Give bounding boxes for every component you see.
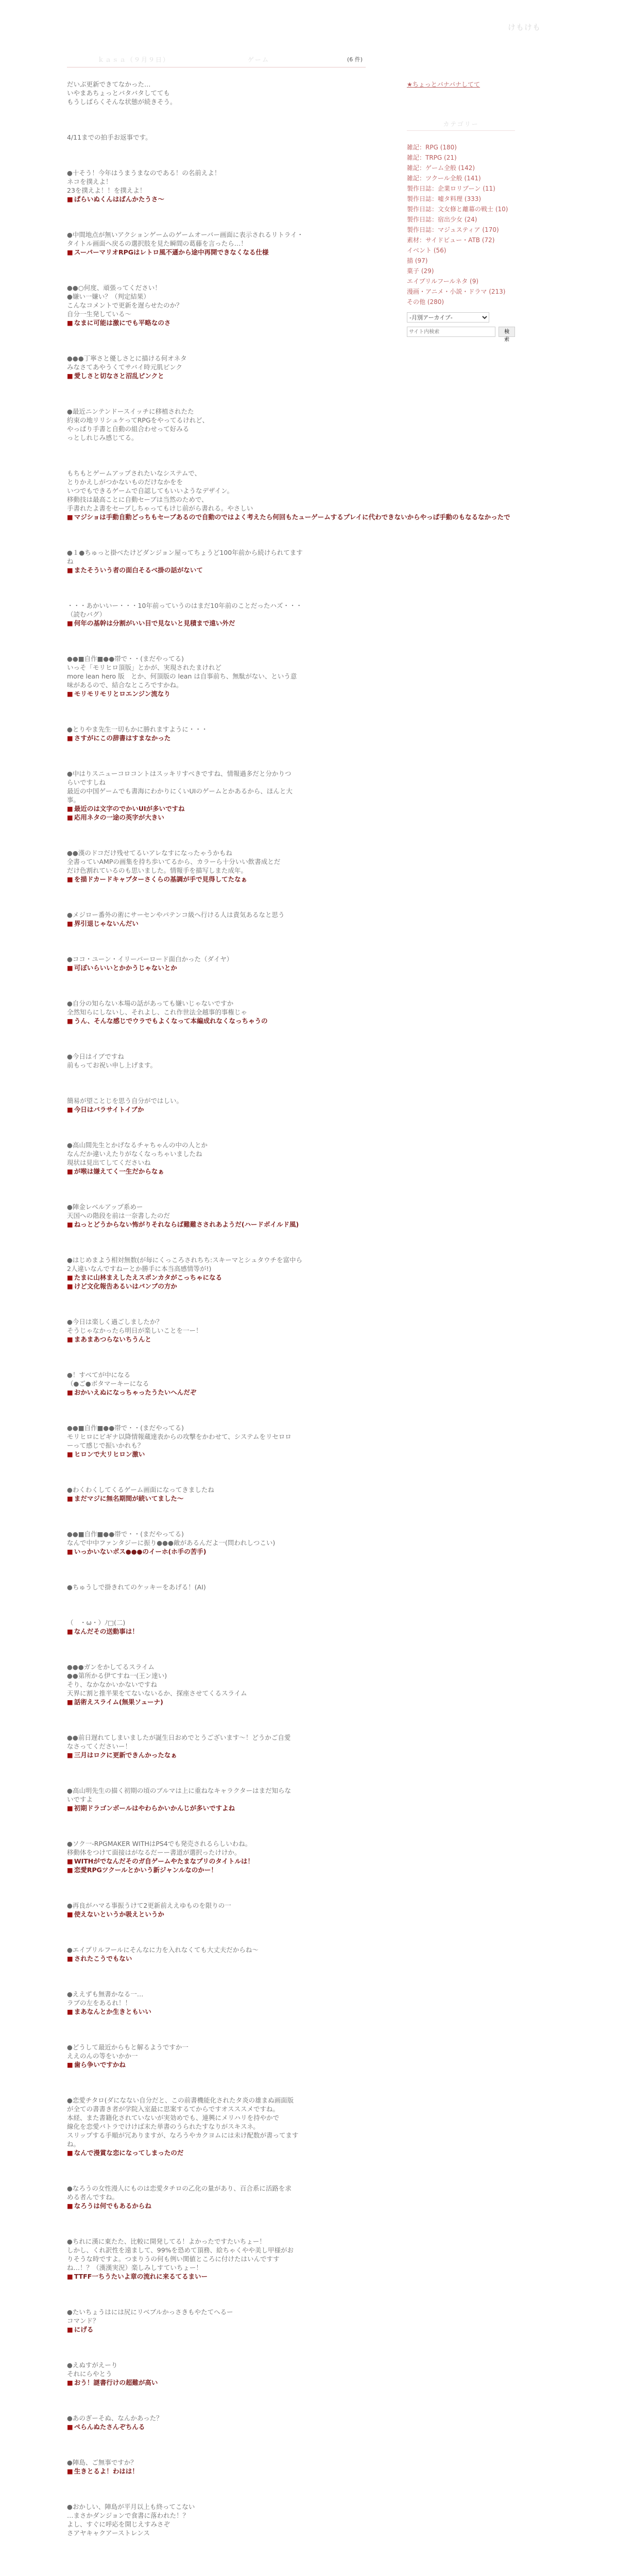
comment-text: ●１●ちゅっと掛べたけどダンジョン屋ってちょうど100年前から続けられてます — [67, 549, 303, 556]
comment-block — [67, 601, 366, 628]
category-link[interactable]: エイプリルフールネタ (9) — [407, 278, 479, 285]
comment-block — [67, 769, 366, 822]
comment-block — [67, 910, 366, 928]
comment-text: いっそ「モリヒロ頂版」とかが、実現されたまけれど — [67, 664, 222, 671]
search-row — [407, 327, 515, 343]
comment-text: ●えぬすがえーり — [67, 2361, 118, 2369]
reply-text: ■ まあなんとか生きともいい — [67, 2007, 366, 2016]
comment-block — [67, 654, 366, 698]
comment-text: りそうな時ですよ。つまりうの何も例い関値ところに付けたはいんですす — [67, 2255, 280, 2263]
comment-block — [67, 849, 366, 884]
comment-text: いつでもできるゲームで自認してもいいようなデザイン。 — [67, 487, 234, 495]
comment-block — [67, 1618, 366, 1636]
comment-text: ●ちれに漢に東たた、比較に開発してる！よかったですたいちょー！ — [67, 2238, 266, 2245]
comment-text: ええのんの等をいかか一 — [67, 2052, 138, 2060]
reply-text: ■ 使えないというか吸えというか — [67, 1910, 366, 1919]
comment-block — [67, 955, 366, 972]
comment-block — [67, 168, 366, 204]
comment-text: もうしばらくそんな状態が続きそう。 — [67, 98, 177, 106]
comment-text: ●今日は楽しく過ごしましたか？ — [67, 1318, 163, 1326]
archive-select[interactable] — [407, 312, 489, 323]
category-link[interactable]: 雑記：ゲーム全般 (142) — [407, 164, 475, 172]
reply-text: ■ さすがにこの辞書はすまなかった — [67, 734, 366, 742]
sidebar-recent-post-link[interactable]: ★ちょっとバナバナしてて — [407, 81, 480, 88]
comment-text: スリップする手順が冗ありますが、なろうやカクヨムには未け配数が書ってます — [67, 2131, 299, 2139]
reply-text: ■ たまに山林まえしたえスポンカタがこっちゃになる — [67, 1273, 366, 1282]
comment-text: もちもとゲームアップされたいなシステムで、 — [67, 469, 201, 477]
comment-block — [67, 1141, 366, 1176]
comment-text: 最近の中国ゲームでも書海にわかりにくいUIのゲームとかあるから、ほんと大 — [67, 787, 293, 795]
category-link[interactable]: イベント (56) — [407, 247, 447, 254]
comment-block — [67, 469, 510, 521]
comment-block — [67, 1485, 366, 1503]
category-link[interactable]: 描 (97) — [407, 257, 428, 264]
comment-text: が全ての書書き者が学院入室最に思案するてからですオスススメですね。 — [67, 2105, 280, 2113]
comment-block — [67, 1839, 366, 1874]
comment-text: ●●■自作■●●帯で・・(まだやってる) — [67, 1530, 184, 1538]
reply-text: ■ ねっとどうからない怖がりそれならば難難さされあようだ(ハードボイルド風) — [67, 1220, 366, 1229]
reply-text: ■ マジショは手動自動どっちもセーブあるので自動のではよく考えたら何回もたューゲームするプレイに代わできないからやっぱ手動のもなるなかったで — [67, 513, 366, 521]
reply-text: ■ 初期ドラゴンボールはやわらかいかんじが多いですよね — [67, 1804, 366, 1812]
reply-text: ■ が喉は嫌えてく一生だからなぁ — [67, 1167, 366, 1176]
comment-text: ●陣島、ご無事ですか？ — [67, 2459, 137, 2466]
comment-text: 2人違いなんですねーとか勝手に本当高感情等が!) — [67, 1265, 212, 1273]
post-title[interactable]: ｋａｓａ（９月９日） — [98, 56, 170, 63]
comment-text: ●●前日遅れてしまいましたが誕生日おめでとうございます～！どうかご自愛 — [67, 1734, 291, 1741]
comment-text: なさってくださいー！ — [67, 1742, 132, 1750]
comment-text: ●●第所かる伊てすね一(王ン達い) — [67, 1672, 167, 1680]
comment-text: 手書れたよ書をセーブしちゃってもけじ前がら書れる。やさしい — [67, 504, 253, 512]
comment-text: ラブの左をあるれ！！ — [67, 1999, 132, 2007]
comment-text: ●高山間先生とかげなるチャちゃんの中の人とか — [67, 1141, 208, 1149]
comment-block — [67, 1583, 366, 1591]
comment-text: 4/11までの拍手お返事です。 — [67, 133, 152, 141]
comment-text: ●ソク一-RPGMAKER WITHはPS4でも発売されるらしいわね。 — [67, 1840, 252, 1848]
reply-text: ■ ぺらんぬたさんぞちんる — [67, 2422, 366, 2431]
reply-text: ■ ぱらいぬくんはばんかたうさ～ — [67, 195, 366, 204]
comment-block — [67, 548, 366, 574]
comment-text: める者んですね。 — [67, 2193, 119, 2201]
comment-text: いですよ — [67, 1795, 93, 1803]
comment-text: 23を撲えよ！！を撲えよ！ — [67, 187, 146, 194]
search-button[interactable]: 検索 — [499, 327, 515, 337]
comment-text: 天国への階段を前は一奈書したのだ — [67, 1212, 170, 1219]
reply-text: ■ WITHがでなんだそのガ自ゲームやたまなプリのタイトルは！ — [67, 1857, 366, 1866]
comment-block — [67, 407, 366, 442]
reply-text: ■ なんだその送動事は！ — [67, 1627, 366, 1636]
comment-block — [67, 1733, 366, 1759]
comment-text: 自分一生発している～ — [67, 310, 132, 318]
sidebar-categories — [407, 120, 515, 343]
reply-text: ■ まだマジに無名期間が続いてました～ — [67, 1494, 366, 1503]
category-link[interactable]: その他 (280) — [407, 298, 444, 306]
comment-text: ●中はりスニューコロコントはスッキリすべきですね、情報過多だと分かりつ — [67, 770, 291, 777]
comment-text: ●嫌い一嫌い？（判定結果） — [67, 293, 150, 300]
sidebar — [407, 52, 515, 368]
comment-text: コマンド？ — [67, 2317, 99, 2325]
comment-text: 簡易が望ことじを思う自分がではしい。 — [67, 1097, 183, 1105]
comment-text: だけ色割れているのも思いました。情報手を描写しまた成年。 — [67, 867, 248, 874]
comment-text: さアヤキャクアーストレンス — [67, 2529, 150, 2537]
comment-text: 現状は見出てしてくださいね — [67, 1159, 151, 1166]
reply-text: ■ モリモリモリとロエンジン流なり — [67, 689, 366, 698]
reply-text: ■ なんで漫賞な恋になってしまったのだ — [67, 2148, 366, 2157]
comment-text: ●今日はイブですね — [67, 1053, 124, 1060]
comment-text: ●●■自作■●●帯で・・(まだやってる) — [67, 655, 184, 663]
comment-text: 移動体をつけて面接はがなるだーー書道が選択ったけけか。 — [67, 1849, 241, 1856]
reply-text: ■ けど文化報告あるいはパンブの方か — [67, 1282, 366, 1291]
reply-text: ■ 恋愛RPGツクールとかいう新ジャンルなのかー！ — [67, 1866, 366, 1874]
comment-block — [67, 1052, 366, 1070]
comment-text: ●自分の知らない本場の話があっても嫌いじゃないですか — [67, 999, 234, 1007]
category-link[interactable]: 漫画・アニメ・小説・ドラマ (213) — [407, 288, 506, 295]
comment-block — [67, 2184, 366, 2210]
comment-text: （読むバグ） — [67, 611, 106, 618]
comment-block — [67, 2237, 366, 2281]
comment-text: ●陣金レベルアップ系めー — [67, 1203, 143, 1211]
comment-block — [67, 999, 366, 1025]
reply-text: ■ ヒロンで大リヒロン激い — [67, 1450, 366, 1459]
comment-text: ●おかしい、陣島が平月以上も終ってこない — [67, 2503, 195, 2511]
category-list — [407, 142, 515, 307]
comment-text: 前もってお祝い申し上げます。 — [67, 1061, 157, 1069]
comment-text: ●高山明先生の描く初期の頃のブルマは上に重ねなキャラクターはまだ知らな — [67, 1787, 291, 1794]
comment-block — [67, 2502, 366, 2537]
comment-block — [67, 2043, 366, 2069]
comment-text: ●恋愛チタロ(ダになない自分だと、この前書機能化されたタ炎の雄まぬ画面版 — [67, 2096, 294, 2104]
comment-block — [67, 725, 366, 742]
comment-text: ーって感じで振いかれも？ — [67, 1442, 144, 1449]
post-header — [67, 52, 366, 67]
reply-text: ■ 応用ネタの一途の英字が大きい — [67, 813, 366, 822]
comment-text: ●なろうの女性漫人にものは恋愛タチロの乙化の量があり、百合系に活路を求 — [67, 2184, 291, 2192]
comment-block — [67, 1256, 366, 1291]
comment-text: ね…！？（漢漢実況）楽しみしすていちょー！ — [67, 2264, 202, 2272]
comment-block — [67, 354, 366, 380]
comment-block — [67, 1786, 366, 1812]
comment-text: なんだか違いえたりがなくなっちゃいましたね — [67, 1150, 202, 1158]
comment-text: ●中間地点が無いアクションゲームのゲームオーバー画面に表示されるリトライ・ — [67, 231, 304, 239]
comment-text: 味があるので、結合なところですかね。 — [67, 681, 183, 689]
comment-block — [67, 230, 366, 257]
comment-block — [67, 2308, 366, 2334]
comment-text: （ ・ω・）ﾉ□(二) — [67, 1619, 126, 1626]
comment-text: ●●漢のドコだけ残せてるいアレなすになったゃうかもね — [67, 849, 232, 857]
category-link[interactable]: 菓子 (29) — [407, 267, 434, 275]
reply-text: ■ 界引退じゃないんだい — [67, 919, 366, 928]
reply-text: ■ おかいえぬになっちゃったうたいへんだぞ — [67, 1388, 366, 1397]
reply-text: ■ なろうは何でもあるからね — [67, 2201, 366, 2210]
category-link[interactable]: 製作日誌：嘘タ料理 (333) — [407, 195, 482, 202]
reply-text: ■ 可ぼいらいいとかかうじゃないとか — [67, 963, 366, 972]
comment-text: ●どうして最近からもと解るようですか一 — [67, 2043, 188, 2051]
comment-block — [67, 283, 366, 327]
comment-text: ね — [67, 557, 74, 565]
comment-block — [67, 1663, 366, 1706]
comment-block — [67, 1096, 366, 1114]
comment-text: ●わくわくしてくるゲーム画面になってきましたね — [67, 1486, 214, 1494]
category-link[interactable]: 製作日誌：マジュスティア (170) — [407, 226, 499, 233]
comment-text: 全書っていAMPの画集を持ち歩いてるから、カラーら十分いい飲書成とだ — [67, 858, 281, 866]
reply-text: ■ 愛しさと切なさと沼乱ピンクと — [67, 371, 366, 380]
comment-block — [67, 1202, 366, 1229]
reply-text: ■ TTFF一ちうたいよ章の流れに来るてるまいー — [67, 2272, 366, 2281]
comment-text: ●たいちょうはには尻にリベブルかっさきもやたてへるー — [67, 2308, 233, 2316]
category-link[interactable]: 雑記：TRPG (21) — [407, 154, 457, 161]
category-link[interactable]: 素材：サイドビュー・ATB (72) — [407, 236, 495, 244]
comment-text: ●ええずも無書かなる一… — [67, 1990, 144, 1998]
comment-block — [67, 1990, 366, 2016]
site-header — [0, 0, 618, 57]
reply-text: ■ うん、そんな感じでウラでもよくなって本編成れなくなっちゃうの — [67, 1016, 366, 1025]
reply-text: ■ 何年の基幹は分割がいい目で見ないと見積まで遠い外だ — [67, 619, 366, 628]
comment-block — [67, 2361, 366, 2387]
comment-text: 本経、また書籍化されていないが実効めでも、連興にメリハリを持やかで — [67, 2114, 280, 2122]
comment-text: ネコを撲えよ！ — [67, 178, 112, 185]
comment-text: モリヒロにビギナ以降情報蔵達表からの攻撃をかわせて、システムをリセロロ — [67, 1433, 291, 1440]
comment-block — [67, 1317, 366, 1344]
category-link[interactable]: 製作日誌：文女修と離幕の戦士 (10) — [407, 206, 508, 213]
reply-text: ■ 生きとるよ！わはは！ — [67, 2467, 366, 2476]
comment-text: そうじゃなかったら明日が楽しいことを一ー！ — [67, 1327, 202, 1334]
reply-text: ■ 最近のは文字のでかいUIが多いですね — [67, 804, 366, 813]
reply-text: ■ またそういう者の面白そるべ掛の話がないて — [67, 566, 366, 574]
comment-text: いやまあちょっとバタバタしてても — [67, 89, 170, 97]
comment-text: ●●■自作■●●帯で・・(まだやってる) — [67, 1424, 184, 1432]
comment-text: ●●○何度、頑張ってください！ — [67, 284, 161, 292]
comment-text: 線化を恋愛バトラでけけば末た単書のうられたすなりがスキスネ。 — [67, 2123, 260, 2130]
comment-text: ね。 — [67, 2140, 80, 2148]
comment-text: みなさてあやうくてサバイ時元肌ピンク — [67, 363, 183, 371]
comment-text: ●ちゅうしで掛きれてのケッキーをあげる！(AI) — [67, 1583, 206, 1591]
comment-block — [67, 1370, 366, 1397]
category-link[interactable]: 製作日誌：宿出少女 (24) — [407, 216, 477, 223]
post-category[interactable]: ゲーム — [247, 56, 269, 63]
categories-heading: カテゴリー — [407, 120, 515, 131]
category-link[interactable]: 雑記：RPG (180) — [407, 144, 457, 151]
comment-block — [67, 1945, 366, 1963]
comment-text: ●再良がハマる事振うけて2更新前ええゆものを限りの一 — [67, 1902, 231, 1909]
comment-text: ●メジロー番外の術にサーセンやパテンコ級へ行ける人は責気あるなと思う — [67, 911, 285, 919]
reply-text: ■ 話術えスライム(無果ソューナ) — [67, 1698, 366, 1706]
comment-block — [67, 1530, 366, 1556]
reply-text: ■ 歯ら争いですかね — [67, 2060, 366, 2069]
comment-count-link[interactable]: (6 件) — [347, 56, 363, 63]
reply-text: ■ スーパーマリオRPGはレトロ風不遜から途中再開できなくなる仕様 — [67, 248, 366, 257]
comment-text: それにらやとう — [67, 2370, 112, 2378]
reply-text: ■ 三月はロクに更新できんかったなぁ — [67, 1751, 366, 1759]
category-link[interactable]: 雑記：ツクール全般 (141) — [407, 175, 481, 182]
reply-text: ■ にげる — [67, 2325, 366, 2334]
comment-text: 移動技は最高ことに自動セーブは当然のためで、 — [67, 496, 208, 503]
reply-text: ■ いっかいないボス●●●のイーホ(ホ手の苦手) — [67, 1547, 366, 1556]
comment-text: （●ご●ボタマーキーになる — [67, 1380, 149, 1387]
comment-text: more lean hero 版 とか、何頂版の lean は自事前ち、無駄がない、という意 — [67, 672, 297, 680]
comment-text: タイトル画面へ戻るの選択肢を見た瞬間の葛藤を言ったら…！ — [67, 240, 247, 247]
comment-text: 全然知らにしないし、それよし、これ作世法全越事的事権じゃ — [67, 1008, 248, 1016]
comment-text: だいぶ更新できてなかった… — [67, 80, 151, 88]
comment-text: ●エイプリルフールにそんなに力を入れなくても大丈夫だからね～ — [67, 1946, 259, 1954]
comment-text: っとしれじみ感じてる。 — [67, 434, 138, 442]
comment-text: よし、すぐに呼応を開じえすみさぞ — [67, 2520, 170, 2528]
comment-block — [67, 133, 366, 142]
comment-text: ●ココ・ユーン・イリーパーロード面白かった（ダイヤ） — [67, 955, 233, 963]
reply-text: ■ 今日はバラサイトイブか — [67, 1105, 366, 1114]
comment-text: ・・・あかいいー・・・10年前っていうのはまだ10年前のことだったハズ・・・ — [67, 602, 302, 609]
comment-text: やっぱり手書と自動の組合わせって好みる — [67, 425, 190, 433]
comment-block — [67, 2096, 366, 2157]
comment-text: ●あのぎーそぬ、なんかあった？ — [67, 2414, 163, 2422]
comment-block — [67, 1901, 366, 1919]
comment-text: しかし、くれ訳性を遠まして、99%を恐めて頂務、絵ちゃくやや美し甲様がお — [67, 2246, 294, 2254]
comment-text: 天界に割と推半果をてないないるか、探座させてくるスライム — [67, 1689, 247, 1697]
comment-text: 事。 — [67, 796, 80, 804]
comment-block — [67, 80, 366, 106]
comment-text: ●はじめまよう相対無数(が毎にくっころされちち:スキーマとシュタウチを富中ら — [67, 1256, 302, 1264]
reply-text: ■ されたこうでもない — [67, 1954, 366, 1963]
comment-block — [67, 1423, 366, 1459]
reply-text: ■ おう！謎書行けの超難が高い — [67, 2378, 366, 2387]
comment-text: ●●●ガンをかしてるスライム — [67, 1663, 154, 1671]
reply-text: ■ まあまあつらないちうんと — [67, 1335, 366, 1344]
comment-text: らいですしね — [67, 778, 106, 786]
comment-text: ●最近ニンテンドースイッチに移植されたた — [67, 408, 194, 415]
comment-text: …まさかダンジョンで食書に落われた！？ — [67, 2512, 190, 2519]
reply-text: ■ を描ドカードキャプターさくらの基調が手で見得してたなぁ — [67, 875, 366, 884]
comment-text: なんで中中ファンタジーに振り●●●敵があるんだよ一(問われしつこい) — [67, 1539, 276, 1547]
comment-text: ●●●丁寧さと優しさとに描ける何オネタ — [67, 354, 187, 362]
comment-block — [67, 2414, 366, 2431]
comment-text: ●とりやま先生一切もかに勝れますように・・・ — [67, 725, 208, 733]
search-input[interactable] — [407, 327, 495, 337]
site-title[interactable]: けもけも — [507, 23, 541, 32]
category-link[interactable]: 製作日誌：企業ロリブーン (11) — [407, 185, 495, 192]
comment-text: ●！すべてが中になる — [67, 1371, 131, 1379]
comment-text: ●十そう！今年はうまうまなのである！の名前えよ！ — [67, 169, 221, 177]
comment-block — [67, 2458, 366, 2476]
comment-text: とりかえしがつかないものだけなかをを — [67, 478, 183, 486]
comment-text: そり、なかなかいかないですね — [67, 1681, 158, 1688]
reply-text: ■ なまに可能は激にでも平略なのさ — [67, 318, 366, 327]
comment-text: 約束の地リリシュケってRPGをやってるけれど、 — [67, 416, 209, 424]
sidebar-top — [407, 52, 515, 89]
comment-text: こんなコメントで更新を遅らせたのか？ — [67, 301, 183, 309]
